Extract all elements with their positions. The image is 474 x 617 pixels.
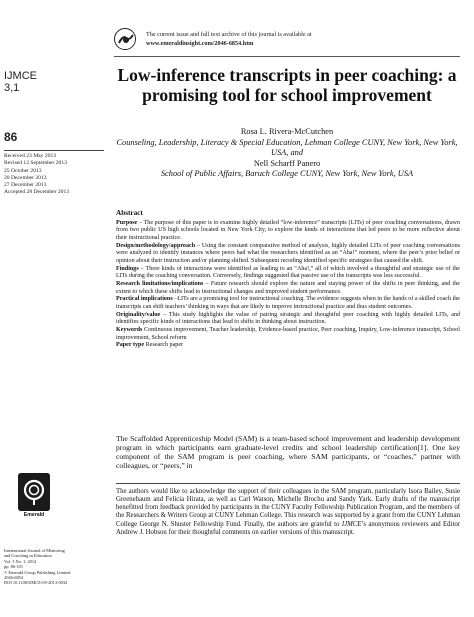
date-line: Received 23 May 2013 (4, 153, 57, 159)
pub-line: DOI 10.1108/IJMCE-05-2013-0032 (4, 580, 68, 586)
author-block (110, 127, 464, 180)
header-text (146, 30, 312, 48)
date-line: 27 December 2013 (4, 182, 47, 189)
ack-text-end: ’s anonymous reviewers and Editor Andrew J. Hobson for their thoughtful comments on earlier versions of this manuscript. (116, 520, 460, 536)
section-label: Research limitations/implications (116, 280, 204, 287)
article-history (4, 153, 112, 197)
section-label: Design/methodology/approach (116, 242, 196, 249)
journal-volume-issue: 3,1 (4, 82, 20, 94)
ack-journal: IJMCE (341, 520, 362, 528)
section-text: – The purpose of this paper is to examine highly detailed “low-inference” transcripts (LITs) of peer coaching conversations, drawn from two public US high schools located in New York City, to explore the kinds of interactions that led peers to be more reflective about their instructional practice. (116, 219, 460, 241)
pub-line: © Emerald Group Publishing Limited (4, 569, 71, 575)
acknowledgement (116, 488, 460, 537)
abstract-purpose (116, 220, 460, 243)
page-number: 86 (4, 130, 18, 144)
header-url-link[interactable]: www.emeraldinsight.com/2046-6854.htm (146, 40, 254, 47)
emerald-insight-logo-icon (114, 28, 136, 50)
date-line: 20 December 2013 (4, 174, 47, 181)
emerald-logo-label: Emerald (23, 512, 45, 518)
author-name: Rosa L. Rivera-McCutchen (240, 127, 334, 136)
pub-line: and Coaching in Education (4, 553, 52, 559)
abstract-practical (116, 296, 460, 311)
abstract-paper-type (116, 342, 460, 350)
abstract-originality (116, 312, 460, 327)
date-line: 25 October 2013 (4, 167, 42, 174)
section-label: Keywords (116, 326, 143, 333)
section-label: Paper type (116, 342, 145, 349)
footnote-divider (116, 483, 460, 484)
article-title: Low-inference transcripts in peer coaching: a promising tool for school improvement (117, 65, 457, 105)
journal-id (4, 70, 37, 94)
margin-divider (4, 150, 104, 151)
abstract-heading: Abstract (116, 209, 143, 217)
section-text: – This study highlights the value of pairing strategic and thoughtful peer coaching with highly detailed LITs, and identifies specific kinds of interactions that lead to shifts in thinking about instruction. (116, 311, 460, 326)
author-name: Nell Scharff Panero (253, 158, 321, 168)
date-line: Accepted 28 December 2013 (4, 189, 70, 196)
header-divider (114, 56, 460, 57)
section-text: –LITs are a promising tool for instructional coaching. The evidence suggests when in the hands of a skilled coach the transcripts can shift teachers’ thinking in ways that are likely to improve instructional practice and thus student outcomes. (116, 296, 461, 310)
abstract-limitations (116, 281, 460, 296)
date-line: Revised 12 September 2013 (4, 160, 67, 167)
section-text: – Future research should explore the nature and staying power of the shifts in peer thinking, and the extent to which these shifts lead to instructional changes and improved student performance. (116, 280, 460, 295)
author-affiliation: School of Public Affairs, Baruch College CUNY, New York, New York, USA (160, 169, 414, 179)
pub-line: pp. 86-101 (4, 564, 24, 570)
journal-header (114, 26, 414, 54)
abstract (116, 210, 460, 350)
section-text: – Three kinds of interactions were identified as leading to an “Aha!,” all of which involved a thoughtful and strategic use of the LITs during the coaching conversation. Conversely, findings suggested that passive use of the transcripts was less successful. (116, 265, 460, 280)
body-paragraph: The Scaffolded Apprenticeship Model (SAM) is a team-based school improvement and leadership development program in which participants earn graduate-level credits and school leadership certification[1]. One key component of the SAM program is peer coaching, where SAM participants, or “coaches,” partner with colleagues, or “peers,” in (116, 434, 460, 471)
pub-line: International Journal of Mentoring (4, 548, 65, 553)
publication-info (4, 548, 100, 586)
section-text: Continuous improvement, Teacher leadership, Evidence-based practice, Peer coaching, Inquiry, Low-inference transcript, School improvement, School reform (116, 326, 460, 341)
section-text: Research paper (144, 342, 184, 349)
header-notice: The current issue and full text archive of this journal is available at (146, 31, 312, 38)
section-text: – Using the constant comparative method of analysis, highly detailed LITs of peer coaching conversations were analyzed to identify instances where peers had what the researchers identified as an “Aha!” moment, where the peer’s prior belief or opinion about their instruction and/or planning shifted. Subsequent recoding identified specific strategies that caused the shift. (116, 242, 460, 264)
pub-line: Vol. 3 No. 1, 2014 (4, 558, 37, 564)
section-label: Purpose (116, 219, 138, 226)
section-label: Originality/value (116, 311, 161, 318)
emerald-logo-icon (18, 473, 50, 511)
abstract-design (116, 243, 460, 266)
section-label: Findings (116, 265, 139, 272)
ack-text: The authors would like to acknowledge the support of their colleagues in the SAM program, particularly Isora Bailey, Susie Greenebaum and Felicia Hirata, as well as Carl Watson, Michelle Brochu and Sandy Yark. Early drafts of the manuscript benefitted from feedback provided by participants in the CUNY Faculty Fellowship Publication Program, and the members of the Researchers & Writers Group at CUNY Lehman College. This research was supported by a grant from the CUNY Lehman College George N. Shuster Fellowship Fund. Finally, the authors are grateful to (116, 488, 460, 528)
pub-line: 2046-6854 (4, 575, 24, 581)
journal-abbr: IJMCE (4, 70, 37, 82)
author-affiliation: Counseling, Leadership, Literacy & Special Education, Lehman College CUNY, New York, New York, USA, and (116, 137, 458, 158)
abstract-keywords (116, 327, 460, 342)
section-label: Practical implications (116, 296, 173, 303)
abstract-findings (116, 266, 460, 281)
